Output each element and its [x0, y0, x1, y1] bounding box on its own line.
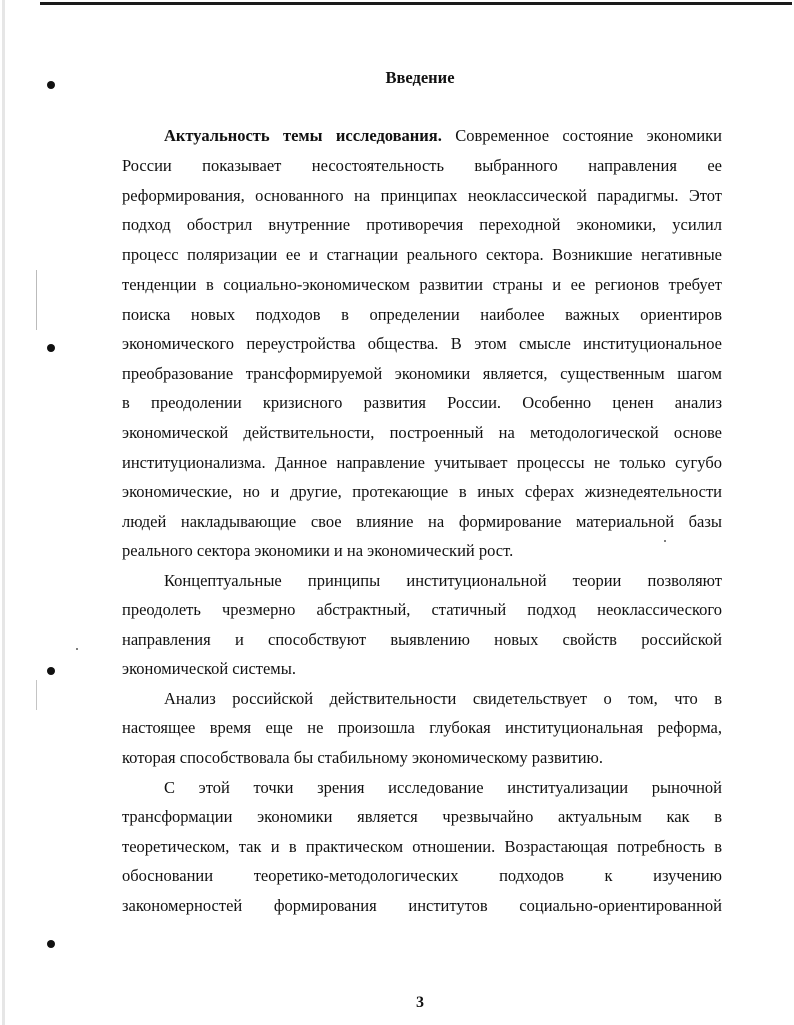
paragraph-4-line: С этой точки зрения исследование институализации рыночной — [164, 778, 722, 797]
paragraph-1-line: преобразование трансформируемой экономики является, существенным шагом — [122, 364, 722, 383]
paragraph-3-line: которая способствовала бы стабильному экономическому развитию. — [122, 748, 603, 767]
paragraph-1-line: подход обострил внутренние противоречия переходной экономики, усилил — [122, 215, 722, 234]
paragraph-4-line: теоретическом, так и в практическом отношении. Возрастающая потребность в — [122, 837, 722, 856]
paragraph-2-line: экономической системы. — [122, 659, 296, 678]
paragraph-2-line: Концептуальные принципы институциональной теории позволяют — [164, 571, 722, 590]
paragraph-4-line: закономерностей формирования институтов социально-ориентированной — [122, 896, 722, 915]
paragraph-1-line: поиска новых подходов в определении наиболее важных ориентиров — [122, 305, 722, 324]
paragraph-1-text: Современное состояние экономики — [441, 126, 722, 145]
binder-hole-dot — [47, 940, 55, 948]
scan-margin-mark — [36, 270, 37, 330]
paragraph-3-line: Анализ российской действительности свидетельствует о том, что в — [164, 689, 722, 708]
paragraph-1-line: реформирования, основанного на принципах неоклассической парадигмы. Этот — [122, 186, 722, 205]
paragraph-4-line: трансформации экономики является чрезвычайно актуальным как в — [122, 807, 722, 826]
paragraph-2-line: направления и способствуют выявлению новых свойств российской — [122, 630, 722, 649]
paragraph-1-line: России показывает несостоятельность выбранного направления ее — [122, 156, 722, 175]
page-title: Введение — [385, 68, 455, 87]
paragraph-1-line: тенденции в социально-экономическом развитии страны и ее регионов требует — [122, 275, 722, 294]
paragraph-1-line: людей накладывающие свое влияние на формирование материальной базы — [122, 512, 722, 531]
paragraph-2-line: преодолеть чрезмерно абстрактный, статичный подход неоклассического — [122, 600, 722, 619]
page-number: 3 — [416, 994, 424, 1011]
scan-speck — [76, 648, 78, 650]
paragraph-3-line: настоящее время еще не произошла глубокая институциональная реформа, — [122, 718, 722, 737]
scan-top-border — [40, 2, 792, 5]
scan-left-edge — [2, 0, 5, 1025]
paragraph-1-line: экономической действительности, построенный на методологической основе — [122, 423, 722, 442]
scan-margin-mark — [36, 680, 37, 710]
paragraph-1-line: реального сектора экономики и на экономический рост. — [122, 541, 514, 560]
paragraph-1-line: экономические, но и другие, протекающие в иных сферах жизнедеятельности — [122, 482, 722, 501]
paragraph-1-line: в преодолении кризисного развития России. Особенно ценен анализ — [122, 393, 722, 412]
paragraph-4-line: обосновании теоретико-методологических подходов к изучению — [122, 866, 722, 885]
paragraph-1-line: институционализма. Данное направление учитывает процессы не только сугубо — [122, 453, 722, 472]
paragraph-1-line: экономического переустройства общества. В этом смысле институциональное — [122, 334, 722, 353]
paragraph-1-line: процесс поляризации ее и стагнации реального сектора. Возникшие негативные — [122, 245, 722, 264]
paragraph-1-line — [164, 125, 722, 147]
relevance-lead: Актуальность темы исследования. — [164, 126, 442, 145]
binder-hole-dot — [47, 344, 55, 352]
binder-hole-dot — [47, 667, 55, 675]
